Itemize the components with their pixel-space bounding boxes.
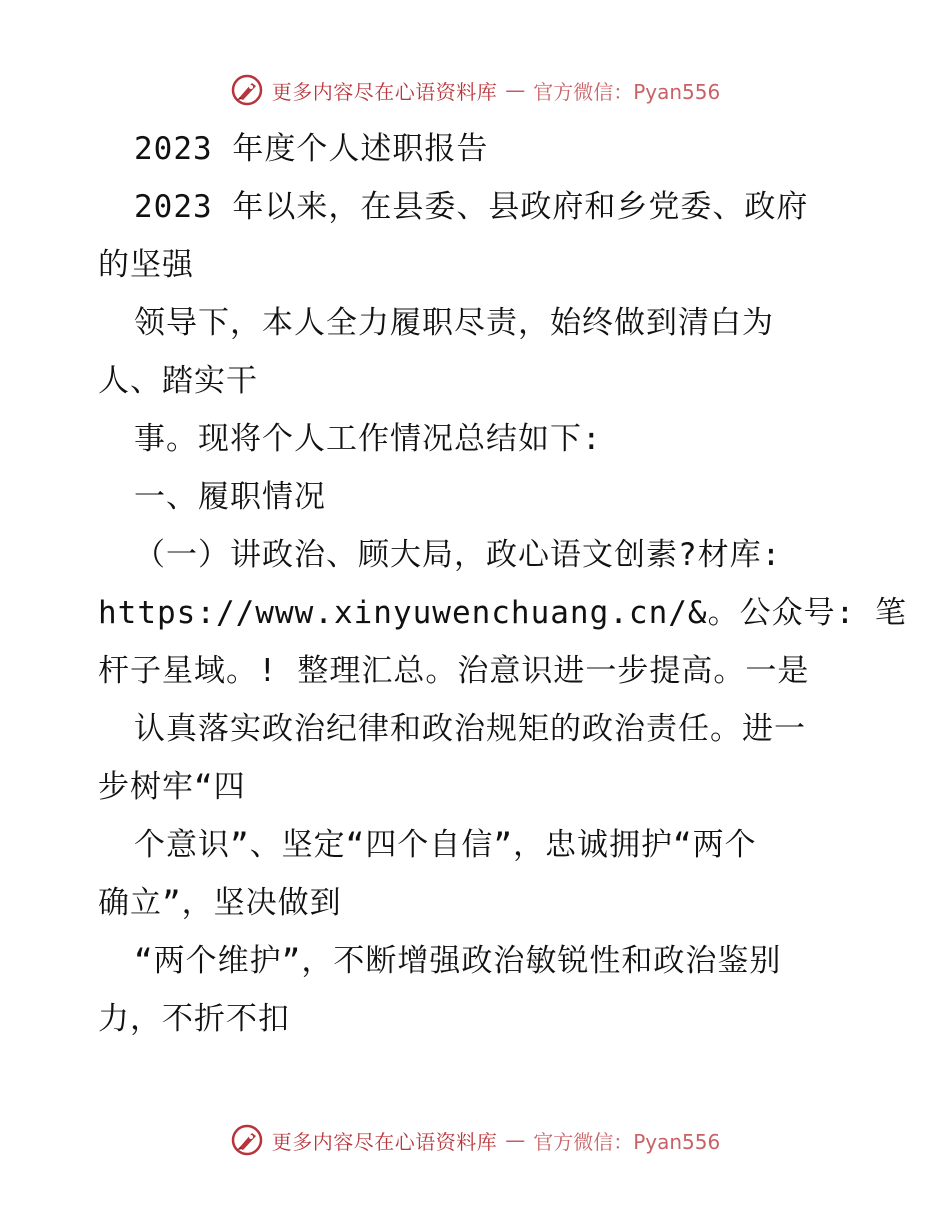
paragraph-line: 领导下，本人全力履职尽责，始终做到清白为 [134, 305, 774, 341]
banner-wechat: 官方微信：Pyan556 [533, 1129, 721, 1154]
header-banner[interactable] [0, 70, 950, 110]
paragraph-line: 确立”，坚决做到 [98, 885, 342, 921]
paragraph-line: 步树牢“四 [98, 769, 246, 805]
section-heading: 一、履职情况 [134, 479, 326, 515]
paragraph-line: 人、踏实干 [98, 363, 258, 399]
paragraph-line: 认真落实政治纪律和政治规矩的政治责任。进一 [134, 711, 806, 747]
paragraph-line: 力，不折不扣 [98, 1001, 290, 1037]
paragraph-line: 事。现将个人工作情况总结如下: [134, 421, 602, 457]
pen-nib-icon [230, 73, 264, 107]
paragraph-line: 杆子星域。! 整理汇总。治意识进一步提高。一是 [98, 653, 810, 689]
banner-wechat: 官方微信：Pyan556 [533, 79, 721, 104]
banner-text: 更多内容尽在心语资料库 [271, 1129, 498, 1154]
banner-dash: — [505, 78, 526, 102]
pen-nib-icon [230, 1123, 264, 1157]
footer-banner[interactable] [0, 1120, 950, 1160]
paragraph-line: 2023 年以来，在县委、县政府和乡党委、政府 [134, 189, 809, 225]
paragraph-line: 个意识”、坚定“四个自信”，忠诚拥护“两个 [134, 827, 757, 863]
document-title: 2023 年度个人述职报告 [134, 131, 489, 167]
paragraph-line: 的坚强 [98, 247, 194, 283]
banner-dash: — [505, 1128, 526, 1152]
subsection-heading: （一）讲政治、顾大局，政心语文创素?材库: [134, 537, 782, 573]
paragraph-line: https://www.xinyuwenchuang.cn/&。公众号: 笔 [98, 595, 907, 631]
banner-text: 更多内容尽在心语资料库 [271, 79, 498, 104]
document-body [98, 120, 907, 1048]
paragraph-line: “两个维护”，不断增强政治敏锐性和政治鉴别 [134, 943, 782, 979]
